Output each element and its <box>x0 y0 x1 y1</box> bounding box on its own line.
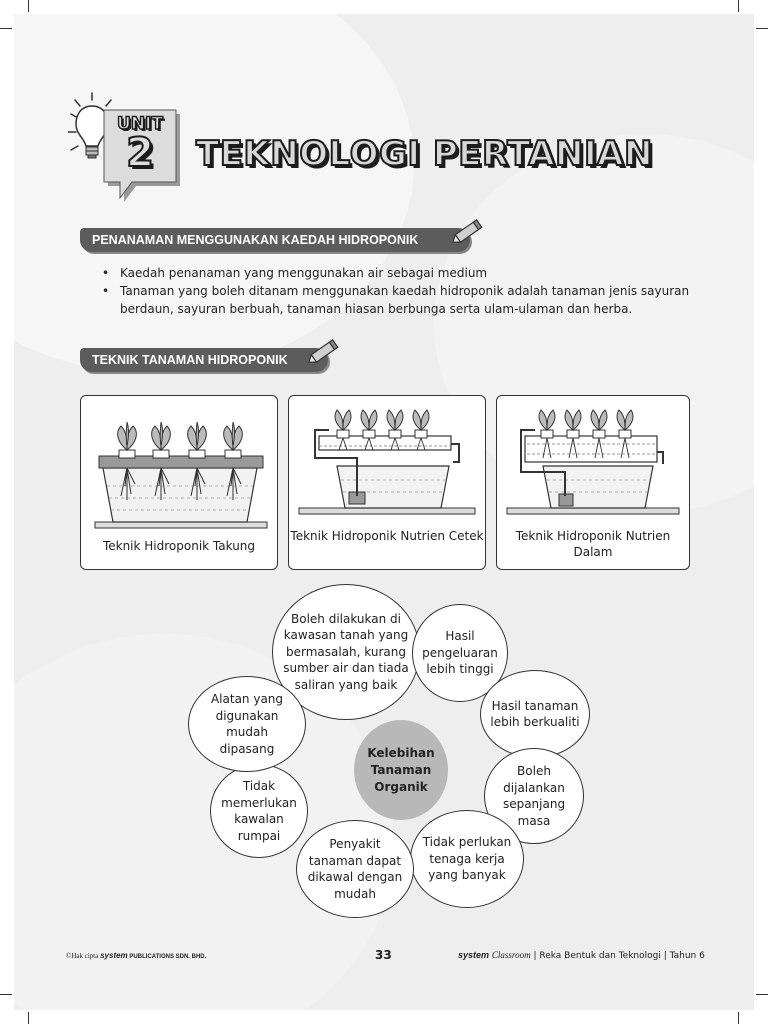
section-heading-hydroponic-method <box>80 228 470 252</box>
hydroponic-bullet-list <box>100 264 700 318</box>
crop-mark <box>756 994 768 995</box>
publisher-brand: system <box>100 951 128 960</box>
crop-mark <box>738 1012 739 1024</box>
unit-badge <box>68 92 186 212</box>
unit-number: 2 <box>126 130 154 176</box>
benefit-bubble: Boleh dilakukan di kawasan tanah yang bermasalah, kurang sumber air dan tiada saliran yang baik <box>272 584 420 720</box>
technique-caption: Teknik Hidroponik Takung <box>102 539 256 553</box>
benefits-center-bubble <box>354 720 448 820</box>
pencil-icon <box>306 336 342 368</box>
crop-mark <box>28 0 29 12</box>
hydroponic-nft-illustration <box>289 396 485 521</box>
copyright-prefix: ©Hak cipta <box>66 952 99 960</box>
technique-panel-nutrien-cetek <box>288 395 486 570</box>
technique-panel-nutrien-dalam <box>496 395 690 570</box>
crop-mark <box>738 0 739 12</box>
bullet-item: • Kaedah penanaman yang menggunakan air sebagai medium <box>100 264 700 282</box>
benefit-bubble: Tidak perlukan tenaga kerja yang banyak <box>410 810 524 908</box>
crop-mark <box>0 994 12 995</box>
benefit-bubble: Penyakit tanaman dapat dikawal dengan mudah <box>296 820 414 918</box>
page-number: 33 <box>375 948 392 962</box>
footer-copyright <box>66 951 206 960</box>
hydroponic-dft-illustration <box>497 396 689 521</box>
section-heading-text: PENANAMAN MENGGUNAKAN KAEDAH HIDROPONIK <box>92 233 419 247</box>
pencil-icon <box>450 216 486 248</box>
page-title: TEKNOLOGI PERTANIAN <box>196 134 653 174</box>
crop-mark <box>756 28 768 29</box>
hydroponic-takung-illustration <box>81 396 277 531</box>
technique-caption: Teknik Hidroponik Nutrien Dalam <box>515 529 671 559</box>
benefit-bubble: Hasil tanaman lebih berkualiti <box>480 670 590 758</box>
crop-mark <box>28 1012 29 1024</box>
technique-panel-takung <box>80 395 278 570</box>
series-name: Classroom <box>491 950 531 960</box>
unit-label: UNIT <box>117 114 163 134</box>
benefit-bubble: Tidak memerlukan kawalan rumpai <box>210 764 308 858</box>
footer-subject: | Reka Bentuk dan Teknologi | Tahun 6 <box>533 951 705 961</box>
technique-caption: Teknik Hidroponik Nutrien Cetek <box>290 529 484 543</box>
benefit-bubble: Alatan yang digunakan mudah dipasang <box>188 676 306 772</box>
benefits-center-label: Kelebihan Tanaman Organik <box>367 745 435 794</box>
benefit-bubble: Hasil pengeluaran lebih tinggi <box>412 604 508 702</box>
section-heading-text: TEKNIK TANAMAN HIDROPONIK <box>92 353 288 367</box>
section-heading-hydroponic-techniques <box>80 348 328 372</box>
footer-series <box>458 950 705 961</box>
series-brand: system <box>458 950 490 960</box>
publisher-name: PUBLICATIONS SDN. BHD. <box>129 954 207 960</box>
benefit-bubble: Boleh dijalankan sepanjang masa <box>484 748 584 844</box>
crop-mark <box>0 28 12 29</box>
bullet-item: • Tanaman yang boleh ditanam menggunakan kaedah hidroponik adalah tanaman jenis sayuran berdaun, sayuran berbuah, tanaman hiasan berbunga serta ulam-ulaman dan herba. <box>100 282 700 318</box>
